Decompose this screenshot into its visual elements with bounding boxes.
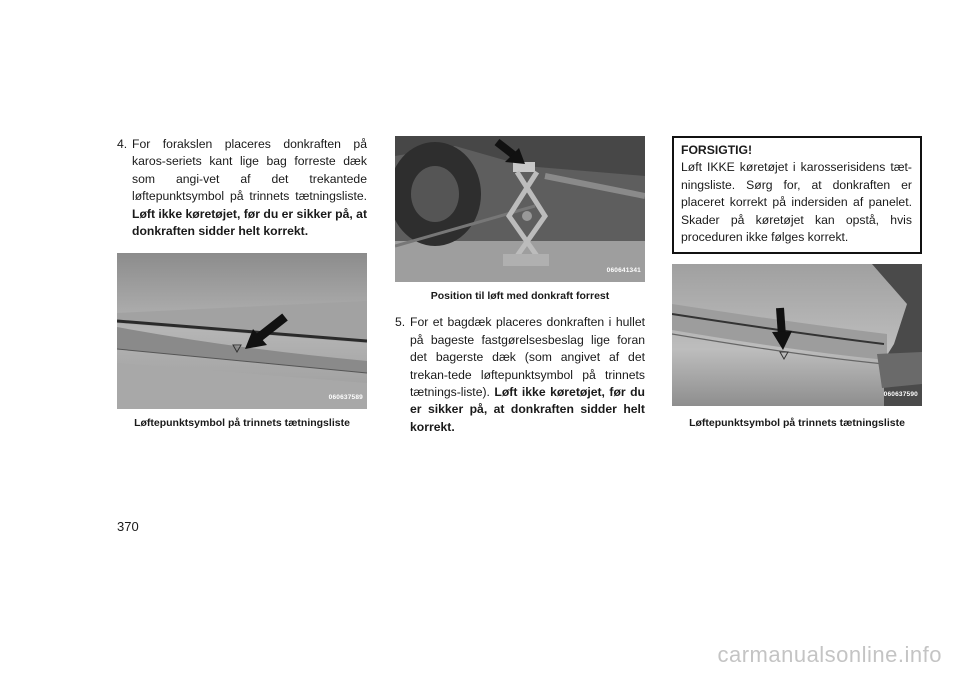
sill-photo-illustration bbox=[117, 253, 367, 409]
step-5-warning: Løft ikke køretøjet, før du er sikker på, at donkraften sidder helt korrekt. bbox=[410, 385, 646, 434]
figure-caption: Position til løft med donkraft forrest bbox=[430, 290, 610, 302]
caution-text: Løft IKKE køretøjet i karosserisidens tæt-ningsliste. Sørg for, at donkraften er placeret korrekt på indersiden af panelet. Skader på køretøjet kan opstå, hvis proceduren ikke følges korrekt. bbox=[681, 160, 912, 245]
figure-code: 060637589 bbox=[328, 394, 363, 402]
caution-title: FORSIGTIG! bbox=[681, 143, 753, 157]
photo-front-lift-symbol bbox=[117, 253, 367, 409]
column-left bbox=[117, 136, 367, 433]
caution-box bbox=[672, 136, 922, 254]
figure-caption: Løftepunktsymbol på trinnets tætningsliste bbox=[689, 417, 905, 430]
column-right bbox=[672, 136, 922, 433]
column-middle bbox=[395, 136, 645, 436]
step-5-number: 5. bbox=[395, 315, 406, 330]
figure-code: 060641341 bbox=[606, 266, 641, 274]
step-5-text: For et bagdæk placeres donkraften i hullet på bageste fastgørelsesbeslag lige foran det bagerste dæk (som angivet af det trekan-tede løftepunktsymbol på trinnets tætnings-liste). bbox=[410, 315, 645, 400]
page-number: 370 bbox=[117, 519, 139, 534]
step-4-number: 4. bbox=[117, 137, 128, 151]
step-4 bbox=[117, 136, 367, 240]
step-4-warning: Løft ikke køretøjet, før du er sikker på, at donkraften sidder helt korrekt. bbox=[132, 206, 368, 239]
photo-rear-lift-symbol bbox=[672, 264, 922, 406]
jack-photo-illustration bbox=[395, 136, 645, 282]
step-4-text: For forakslen placeres donkraften på karos-seriets kant lige bag forreste dæk som angi-vet af det trekantede løftepunktsymbol på trinnets tætningsliste. bbox=[132, 137, 367, 204]
step-5 bbox=[395, 314, 645, 436]
photo-front-jack-position bbox=[395, 136, 645, 282]
figure-caption: Løftepunktsymbol på trinnets tætningsliste bbox=[134, 417, 350, 430]
figure-code: 060637590 bbox=[883, 391, 918, 399]
watermark: carmanualsonline.info bbox=[717, 642, 942, 667]
